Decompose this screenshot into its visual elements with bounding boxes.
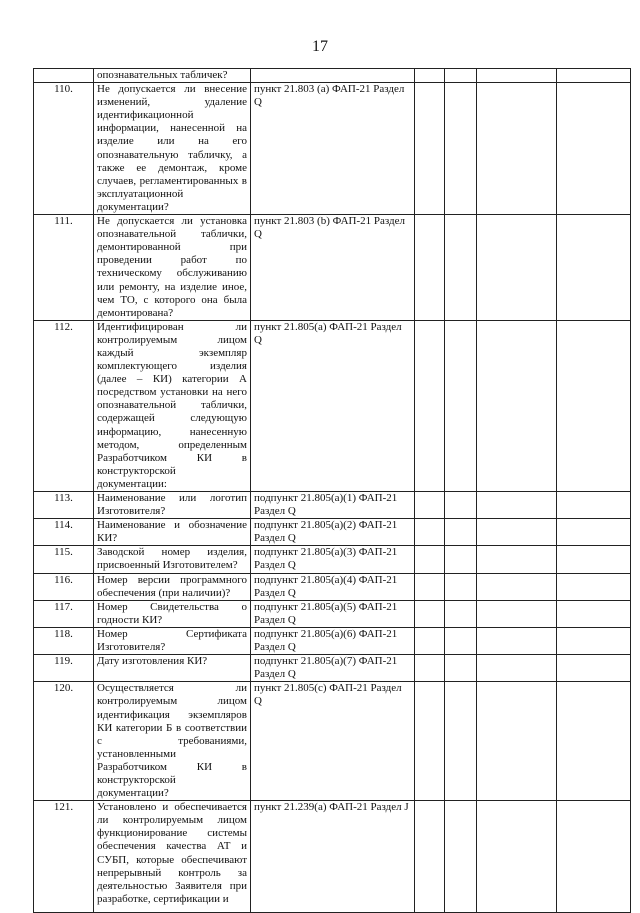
row-number: 116. bbox=[34, 573, 94, 600]
empty-cell bbox=[445, 83, 477, 215]
row-reference: подпункт 21.805(a)(7) ФАП-21 Раздел Q bbox=[251, 655, 415, 682]
empty-cell bbox=[445, 492, 477, 519]
row-reference: подпункт 21.805(a)(3) ФАП-21 Раздел Q bbox=[251, 546, 415, 573]
empty-cell bbox=[445, 546, 477, 573]
row-number bbox=[34, 69, 94, 83]
row-question: Номер Сертификата Изготовителя? bbox=[94, 627, 251, 654]
row-reference: подпункт 21.805(a)(4) ФАП-21 Раздел Q bbox=[251, 573, 415, 600]
empty-cell bbox=[415, 320, 445, 491]
empty-cell bbox=[557, 682, 631, 801]
empty-cell bbox=[557, 600, 631, 627]
empty-cell bbox=[415, 83, 445, 215]
row-question: Заводской номер изделия, присвоенный Изготовителем? bbox=[94, 546, 251, 573]
empty-cell bbox=[557, 627, 631, 654]
empty-cell bbox=[415, 573, 445, 600]
empty-cell bbox=[557, 655, 631, 682]
empty-cell bbox=[557, 320, 631, 491]
table-row bbox=[34, 655, 631, 682]
empty-cell bbox=[445, 519, 477, 546]
table-row bbox=[34, 492, 631, 519]
row-reference: пункт 21.803 (b) ФАП-21 Раздел Q bbox=[251, 215, 415, 321]
empty-cell bbox=[415, 546, 445, 573]
row-number: 115. bbox=[34, 546, 94, 573]
table-row bbox=[34, 69, 631, 83]
empty-cell bbox=[477, 655, 557, 682]
empty-cell bbox=[477, 69, 557, 83]
empty-cell bbox=[445, 600, 477, 627]
table-row bbox=[34, 801, 631, 913]
empty-cell bbox=[477, 682, 557, 801]
checklist-table bbox=[33, 68, 631, 913]
row-reference: пункт 21.805(a) ФАП-21 Раздел Q bbox=[251, 320, 415, 491]
empty-cell bbox=[445, 627, 477, 654]
empty-cell bbox=[445, 573, 477, 600]
empty-cell bbox=[445, 655, 477, 682]
empty-cell bbox=[415, 801, 445, 913]
table-row bbox=[34, 546, 631, 573]
row-question: Наименование или логотип Изготовителя? bbox=[94, 492, 251, 519]
row-question: Номер версии программного обеспечения (при наличии)? bbox=[94, 573, 251, 600]
empty-cell bbox=[477, 320, 557, 491]
row-number: 121. bbox=[34, 801, 94, 913]
empty-cell bbox=[477, 801, 557, 913]
table-row bbox=[34, 83, 631, 215]
table-row bbox=[34, 573, 631, 600]
row-reference bbox=[251, 69, 415, 83]
empty-cell bbox=[557, 801, 631, 913]
empty-cell bbox=[445, 682, 477, 801]
empty-cell bbox=[477, 627, 557, 654]
row-question: Дату изготовления КИ? bbox=[94, 655, 251, 682]
empty-cell bbox=[445, 69, 477, 83]
row-number: 114. bbox=[34, 519, 94, 546]
empty-cell bbox=[477, 492, 557, 519]
row-reference: подпункт 21.805(a)(1) ФАП-21 Раздел Q bbox=[251, 492, 415, 519]
empty-cell bbox=[415, 215, 445, 321]
row-number: 112. bbox=[34, 320, 94, 491]
row-number: 117. bbox=[34, 600, 94, 627]
empty-cell bbox=[557, 492, 631, 519]
row-number: 111. bbox=[34, 215, 94, 321]
empty-cell bbox=[477, 519, 557, 546]
table-row bbox=[34, 682, 631, 801]
empty-cell bbox=[445, 801, 477, 913]
table-row bbox=[34, 320, 631, 491]
table-row bbox=[34, 519, 631, 546]
row-number: 120. bbox=[34, 682, 94, 801]
row-question: Номер Свидетельства о годности КИ? bbox=[94, 600, 251, 627]
row-reference: подпункт 21.805(a)(5) ФАП-21 Раздел Q bbox=[251, 600, 415, 627]
empty-cell bbox=[557, 215, 631, 321]
table-row bbox=[34, 627, 631, 654]
empty-cell bbox=[415, 519, 445, 546]
table-row bbox=[34, 215, 631, 321]
row-reference: пункт 21.803 (a) ФАП-21 Раздел Q bbox=[251, 83, 415, 215]
empty-cell bbox=[477, 573, 557, 600]
empty-cell bbox=[415, 682, 445, 801]
empty-cell bbox=[415, 492, 445, 519]
empty-cell bbox=[415, 69, 445, 83]
row-reference: подпункт 21.805(a)(6) ФАП-21 Раздел Q bbox=[251, 627, 415, 654]
row-reference: пункт 21.805(c) ФАП-21 Раздел Q bbox=[251, 682, 415, 801]
page-number: 17 bbox=[312, 38, 328, 55]
row-question: Наименование и обозначение КИ? bbox=[94, 519, 251, 546]
empty-cell bbox=[557, 546, 631, 573]
row-question: Не допускается ли внесение изменений, удаление идентификационной информации, нанесенной на изделие или на его опознавательную табличку, а также ее демонтаж, кроме случаев, регламентированных в эксплуатационной документации? bbox=[94, 83, 251, 215]
empty-cell bbox=[477, 83, 557, 215]
row-number: 119. bbox=[34, 655, 94, 682]
row-question: Осуществляется ли контролируемым лицом идентификация экземпляров КИ категории Б в соответствии с требованиями, установленными Разработчиком КИ в конструкторской документации? bbox=[94, 682, 251, 801]
empty-cell bbox=[477, 546, 557, 573]
empty-cell bbox=[557, 83, 631, 215]
empty-cell bbox=[445, 320, 477, 491]
row-number: 110. bbox=[34, 83, 94, 215]
empty-cell bbox=[557, 573, 631, 600]
empty-cell bbox=[415, 655, 445, 682]
empty-cell bbox=[415, 600, 445, 627]
row-number: 113. bbox=[34, 492, 94, 519]
row-question: Идентифицирован ли контролируемым лицом каждый экземпляр комплектующего изделия (далее – КИ) категории А посредством установки на него опознавательной таблички, содержащей следующую информацию, нанесенную методом, определенным Разработчиком КИ в конструкторской документации: bbox=[94, 320, 251, 491]
row-question: Не допускается ли установка опознавательной таблички, демонтированной при проведении работ по техническому обслуживанию или ремонту, на изделие иное, чем ТО, с которого она была демонтирована? bbox=[94, 215, 251, 321]
table-row bbox=[34, 600, 631, 627]
empty-cell bbox=[477, 600, 557, 627]
empty-cell bbox=[415, 627, 445, 654]
empty-cell bbox=[445, 215, 477, 321]
row-reference: подпункт 21.805(a)(2) ФАП-21 Раздел Q bbox=[251, 519, 415, 546]
empty-cell bbox=[477, 215, 557, 321]
row-question: опознавательных табличек? bbox=[94, 69, 251, 83]
row-reference: пункт 21.239(a) ФАП-21 Раздел J bbox=[251, 801, 415, 913]
empty-cell bbox=[557, 519, 631, 546]
row-number: 118. bbox=[34, 627, 94, 654]
empty-cell bbox=[557, 69, 631, 83]
row-question: Установлено и обеспечивается ли контролируемым лицом функционирование системы обеспечения качества АТ и СУБП, которые обеспечивают непрерывный контроль за деятельностью Заявителя при разработке, сертификации и bbox=[94, 801, 251, 913]
